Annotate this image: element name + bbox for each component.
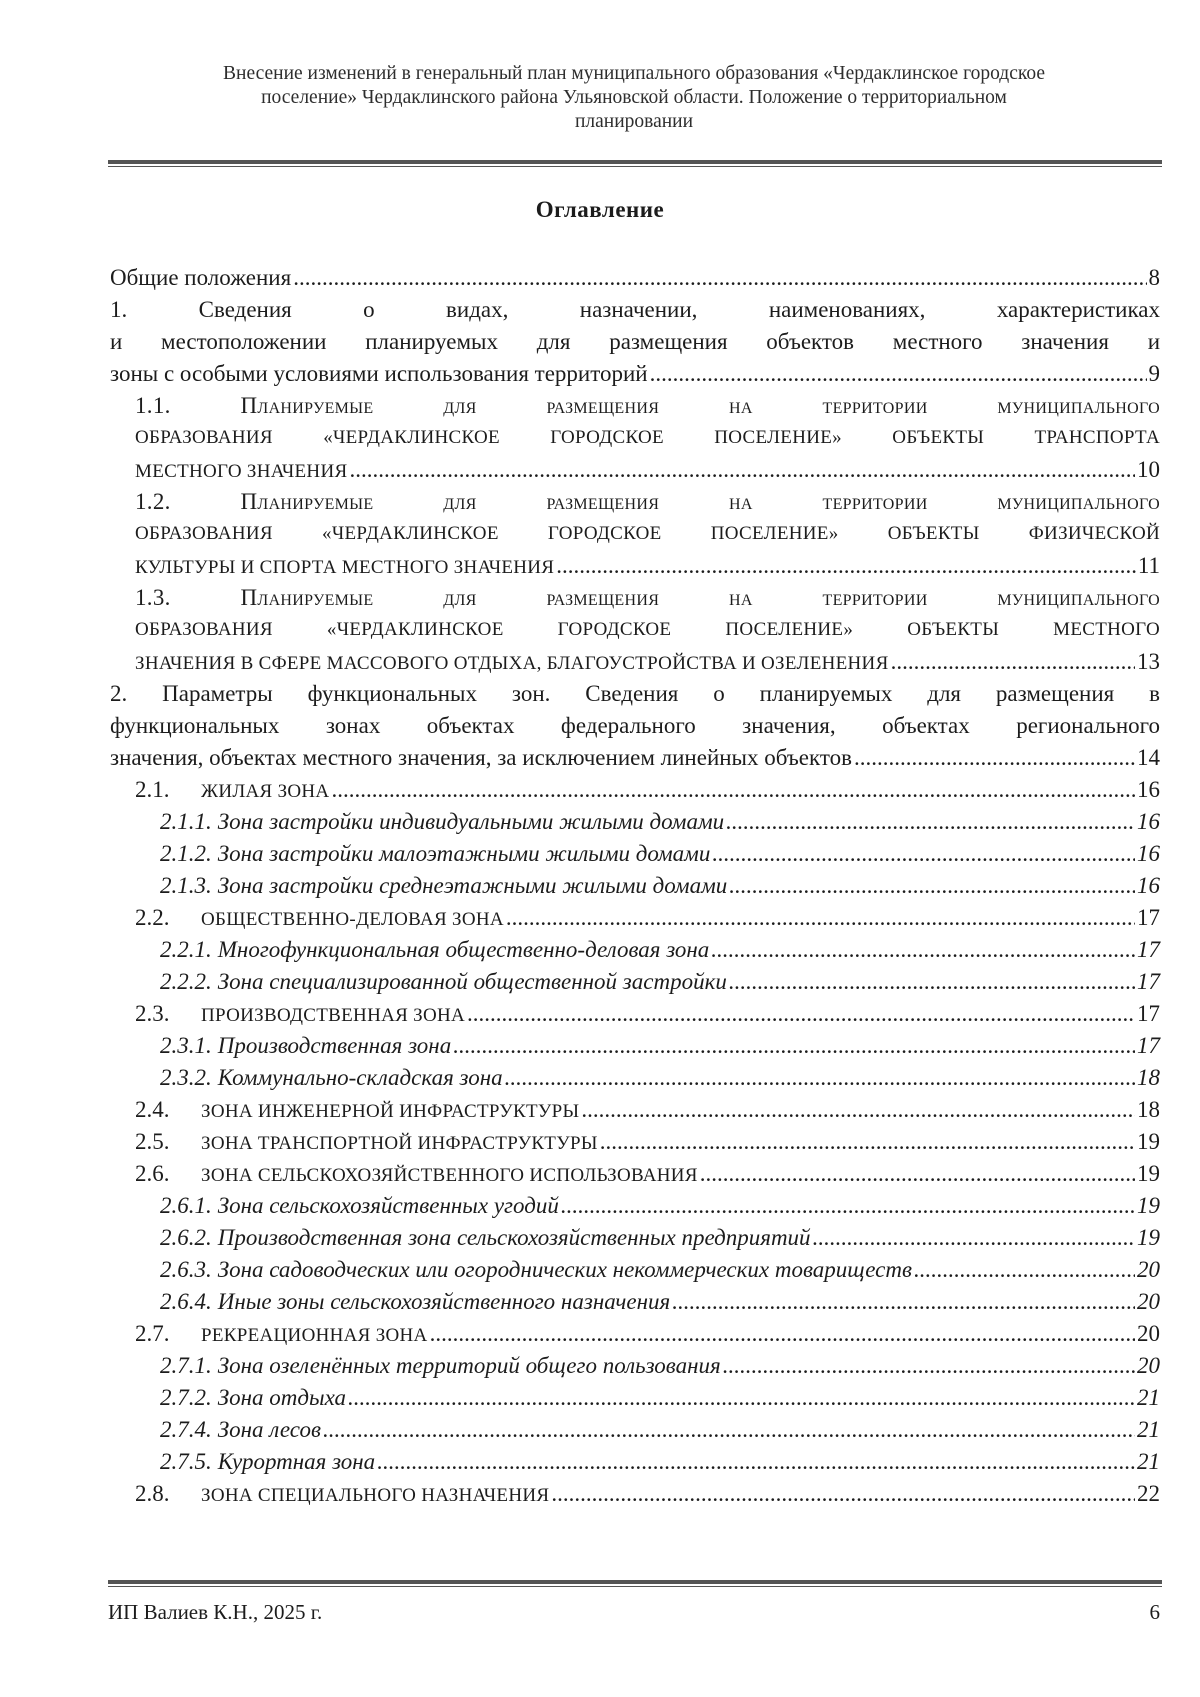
toc-entry-number: 2.8. — [135, 1481, 170, 1506]
toc-entry-text: Зона лесов — [217, 1417, 321, 1442]
toc-entry-text: Зона застройки среднеэтажными жилыми домами — [217, 873, 728, 898]
toc-entry-number: 2.5. — [135, 1129, 170, 1154]
toc-entry[interactable] — [110, 1382, 1160, 1414]
toc-page-number: 17 — [1137, 1033, 1160, 1058]
toc-entry-line: 1. Сведения о видах, назначении, наименованиях, характеристиках — [110, 297, 1160, 322]
toc-entry-line: МЕСТНОГО ЗНАЧЕНИЯ — [135, 461, 348, 482]
toc-entry-number: 2.3.2. — [160, 1065, 212, 1090]
toc-entry[interactable] — [110, 1190, 1160, 1222]
toc-entry-text: ЗОНА ТРАНСПОРТНОЙ ИНФРАСТРУКТУРЫ — [201, 1133, 598, 1154]
toc-entry[interactable] — [110, 1062, 1160, 1094]
toc-entry-line: и местоположении планируемых для размещения объектов местного значения и — [110, 329, 1160, 354]
toc-entry[interactable] — [110, 998, 1160, 1030]
toc-page-number: 20 — [1137, 1321, 1160, 1346]
toc-entry-text: Общие положения — [110, 265, 292, 290]
toc-entry-line: ОБРАЗОВАНИЯ «ЧЕРДАКЛИНСКОЕ ГОРОДСКОЕ ПОСЕЛЕНИЕ» ОБЪЕКТЫ МЕСТНОГО — [135, 619, 1160, 640]
toc-entry-line: 1.2. Планируемые для размещения на территории муниципального — [135, 489, 1160, 514]
toc-entry-text: Зона отдыха — [217, 1385, 347, 1410]
toc-entry-section-2[interactable] — [110, 678, 1160, 774]
toc-page-number: 19 — [1137, 1225, 1160, 1250]
toc-entry[interactable] — [110, 1318, 1160, 1350]
toc-entry-line: ОБРАЗОВАНИЯ «ЧЕРДАКЛИНСКОЕ ГОРОДСКОЕ ПОСЕЛЕНИЕ» ОБЪЕКТЫ ФИЗИЧЕСКОЙ — [135, 523, 1160, 544]
toc-page-number: 16 — [1137, 809, 1160, 834]
toc-page-number: 20 — [1137, 1289, 1160, 1314]
toc-entry-line: 2. Параметры функциональных зон. Сведения о планируемых для размещения в — [110, 681, 1160, 706]
toc-page-number: 21 — [1137, 1385, 1160, 1410]
header-line: поселение» Чердаклинского района Ульяновской области. Положение о территориальном — [261, 87, 1007, 108]
dot-leader — [729, 870, 1135, 902]
toc-page-number: 16 — [1137, 873, 1160, 898]
toc-entry-text: ОБЩЕСТВЕННО-ДЕЛОВАЯ ЗОНА — [201, 909, 504, 930]
dot-leader — [672, 1286, 1135, 1318]
toc-page-number: 21 — [1137, 1449, 1160, 1474]
dot-leader — [506, 902, 1135, 934]
footer-author: ИП Валиев К.Н., 2025 г. — [108, 1600, 323, 1624]
toc-page-number: 19 — [1137, 1193, 1160, 1218]
toc-page-number: 17 — [1137, 1001, 1160, 1026]
toc-entry-number: 2.6.1. — [160, 1193, 212, 1218]
toc-entry-number: 2.6.3. — [160, 1257, 212, 1282]
toc-page-number: 17 — [1137, 905, 1160, 930]
dot-leader — [331, 774, 1135, 806]
toc-subentries — [110, 774, 1160, 1510]
toc-entry-text: ПРОИЗВОДСТВЕННАЯ ЗОНА — [201, 1005, 466, 1026]
toc-page-number: 16 — [1137, 841, 1160, 866]
toc-entry-text: Производственная зона сельскохозяйственных предприятий — [217, 1225, 811, 1250]
dot-leader — [349, 454, 1135, 486]
toc-entry-number: 2.4. — [135, 1097, 170, 1122]
toc-entry-number: 2.2.2. — [160, 969, 212, 994]
toc-page-number: 20 — [1137, 1353, 1160, 1378]
toc-entry-text: Зона застройки малоэтажными жилыми домами — [217, 841, 711, 866]
toc-entry-general[interactable] — [110, 262, 1160, 294]
toc-entry[interactable] — [110, 934, 1160, 966]
dot-leader — [556, 550, 1136, 582]
toc-entry-text: Коммунально-складская зона — [217, 1065, 503, 1090]
toc-entry-number: 2.7.2. — [160, 1385, 212, 1410]
dot-leader — [726, 806, 1135, 838]
dot-leader — [453, 1030, 1135, 1062]
toc-entry-text: ЖИЛАЯ ЗОНА — [201, 781, 330, 802]
toc-page-number: 11 — [1137, 553, 1160, 578]
toc-entry[interactable] — [110, 1446, 1160, 1478]
dot-leader — [561, 1190, 1135, 1222]
toc-entry[interactable] — [110, 774, 1160, 806]
toc-entry[interactable] — [110, 1158, 1160, 1190]
header-line: Внесение изменений в генеральный план муниципального образования «Чердаклинское городское — [223, 63, 1045, 84]
toc-entry-text: ЗОНА СПЕЦИАЛЬНОГО НАЗНАЧЕНИЯ — [201, 1485, 550, 1506]
toc-entry-number: 2.3.1. — [160, 1033, 212, 1058]
dot-leader — [600, 1126, 1135, 1158]
dot-leader — [854, 742, 1135, 774]
toc-entry-text: Иные зоны сельскохозяйственного назначения — [217, 1289, 671, 1314]
toc-page-number: 20 — [1137, 1257, 1160, 1282]
toc-entry-line: ОБРАЗОВАНИЯ «ЧЕРДАКЛИНСКОЕ ГОРОДСКОЕ ПОСЕЛЕНИЕ» ОБЪЕКТЫ ТРАНСПОРТА — [135, 427, 1160, 448]
table-of-contents — [110, 262, 1160, 1510]
toc-entry[interactable] — [110, 838, 1160, 870]
dot-leader — [377, 1446, 1135, 1478]
toc-entry-text: Курортная зона — [217, 1449, 376, 1474]
toc-entry-text: Зона сельскохозяйственных угодий — [217, 1193, 559, 1218]
dot-leader — [323, 1414, 1135, 1446]
toc-entry-line: ЗНАЧЕНИЯ В СФЕРЕ МАССОВОГО ОТДЫХА, БЛАГОУСТРОЙСТВА И ОЗЕЛЕНЕНИЯ — [135, 653, 889, 674]
toc-entry-number: 2.1.3. — [160, 873, 212, 898]
toc-entry[interactable] — [110, 966, 1160, 998]
dot-leader — [723, 1350, 1135, 1382]
dot-leader — [467, 998, 1135, 1030]
toc-entry-text: Зона специализированной общественной застройки — [217, 969, 727, 994]
toc-entry[interactable] — [110, 1478, 1160, 1510]
dot-leader — [581, 1094, 1135, 1126]
footer-rule — [108, 1580, 1162, 1587]
toc-entry[interactable] — [110, 870, 1160, 902]
dot-leader — [650, 358, 1147, 390]
running-header — [105, 62, 1163, 134]
toc-entry-line: значения, объектах местного значения, за исключением линейных объектов — [110, 745, 852, 770]
toc-entry-number: 2.7.1. — [160, 1353, 212, 1378]
toc-page-number: 22 — [1137, 1481, 1160, 1506]
dot-leader — [700, 1158, 1135, 1190]
toc-entry-text: ЗОНА СЕЛЬСКОХОЗЯЙСТВЕННОГО ИСПОЛЬЗОВАНИЯ — [201, 1165, 698, 1186]
toc-page-number: 10 — [1137, 457, 1160, 482]
toc-entry-line: функциональных зонах объектах федерального значения, объектах регионального — [110, 713, 1160, 738]
toc-page-number: 21 — [1137, 1417, 1160, 1442]
toc-entry-number: 2.7.5. — [160, 1449, 212, 1474]
toc-entry[interactable] — [110, 806, 1160, 838]
toc-page-number: 19 — [1137, 1129, 1160, 1154]
toc-page-number: 17 — [1137, 969, 1160, 994]
toc-page-number: 17 — [1137, 937, 1160, 962]
toc-entry-text: Зона садоводческих или огороднических некоммерческих товариществ — [217, 1257, 912, 1282]
toc-entry-number: 2.6.4. — [160, 1289, 212, 1314]
header-rule — [108, 160, 1162, 167]
toc-entry-text: РЕКРЕАЦИОННАЯ ЗОНА — [201, 1325, 428, 1346]
toc-page-number: 16 — [1137, 777, 1160, 802]
dot-leader — [505, 1062, 1135, 1094]
toc-entry[interactable] — [110, 1350, 1160, 1382]
dot-leader — [430, 1318, 1135, 1350]
toc-entry-number: 2.1. — [135, 777, 170, 802]
toc-entry-number: 2.2.1. — [160, 937, 212, 962]
toc-entry-section-1-1[interactable] — [110, 390, 1160, 486]
toc-page-number: 18 — [1137, 1097, 1160, 1122]
toc-entry-line: 1.1. Планируемые для размещения на территории муниципального — [135, 393, 1160, 418]
toc-entry-section-1-3[interactable] — [110, 582, 1160, 678]
page-title: Оглавление — [535, 197, 665, 222]
toc-entry-text: Зона застройки индивидуальными жилыми домами — [217, 809, 725, 834]
toc-entry[interactable] — [110, 1094, 1160, 1126]
dot-leader — [711, 934, 1135, 966]
toc-entry[interactable] — [110, 1222, 1160, 1254]
toc-entry-number: 2.1.2. — [160, 841, 212, 866]
toc-entry-section-1-2[interactable] — [110, 486, 1160, 582]
toc-page-number: 18 — [1137, 1065, 1160, 1090]
dot-leader — [729, 966, 1135, 998]
toc-entry-number: 2.3. — [135, 1001, 170, 1026]
toc-entry-number: 2.7.4. — [160, 1417, 212, 1442]
toc-page-number: 14 — [1137, 745, 1160, 770]
dot-leader — [914, 1254, 1135, 1286]
toc-entry[interactable] — [110, 1126, 1160, 1158]
toc-entry[interactable] — [110, 902, 1160, 934]
toc-entry-number: 2.1.1. — [160, 809, 212, 834]
toc-entry-line: КУЛЬТУРЫ И СПОРТА МЕСТНОГО ЗНАЧЕНИЯ — [135, 557, 555, 578]
toc-page-number: 19 — [1137, 1161, 1160, 1186]
dot-leader — [348, 1382, 1135, 1414]
toc-entry-number: 2.2. — [135, 905, 170, 930]
toc-entry[interactable] — [110, 1286, 1160, 1318]
dot-leader — [712, 838, 1135, 870]
toc-entry[interactable] — [110, 1030, 1160, 1062]
toc-entry[interactable] — [110, 1254, 1160, 1286]
toc-page-number: 9 — [1148, 361, 1160, 386]
toc-entry-text: Зона озеленённых территорий общего пользования — [217, 1353, 721, 1378]
toc-entry-line: 1.3. Планируемые для размещения на территории муниципального — [135, 585, 1160, 610]
dot-leader — [891, 646, 1135, 678]
toc-entry-text: Многофункциональная общественно-деловая зона — [217, 937, 710, 962]
dot-leader — [551, 1478, 1135, 1510]
header-line: планировании — [574, 111, 694, 132]
toc-entry[interactable] — [110, 1414, 1160, 1446]
toc-entry-number: 2.6. — [135, 1161, 170, 1186]
toc-entry-line: зоны с особыми условиями использования территорий — [110, 361, 648, 386]
toc-entry-number: 2.7. — [135, 1321, 170, 1346]
dot-leader — [293, 262, 1146, 294]
toc-entry-text: ЗОНА ИНЖЕНЕРНОЙ ИНФРАСТРУКТУРЫ — [201, 1101, 580, 1122]
page-number: 6 — [1149, 1600, 1160, 1624]
toc-entry-text: Производственная зона — [217, 1033, 452, 1058]
toc-entry-section-1[interactable] — [110, 294, 1160, 390]
toc-entry-number: 2.6.2. — [160, 1225, 212, 1250]
dot-leader — [813, 1222, 1135, 1254]
toc-page-number: 8 — [1148, 265, 1160, 290]
toc-page-number: 13 — [1137, 649, 1160, 674]
